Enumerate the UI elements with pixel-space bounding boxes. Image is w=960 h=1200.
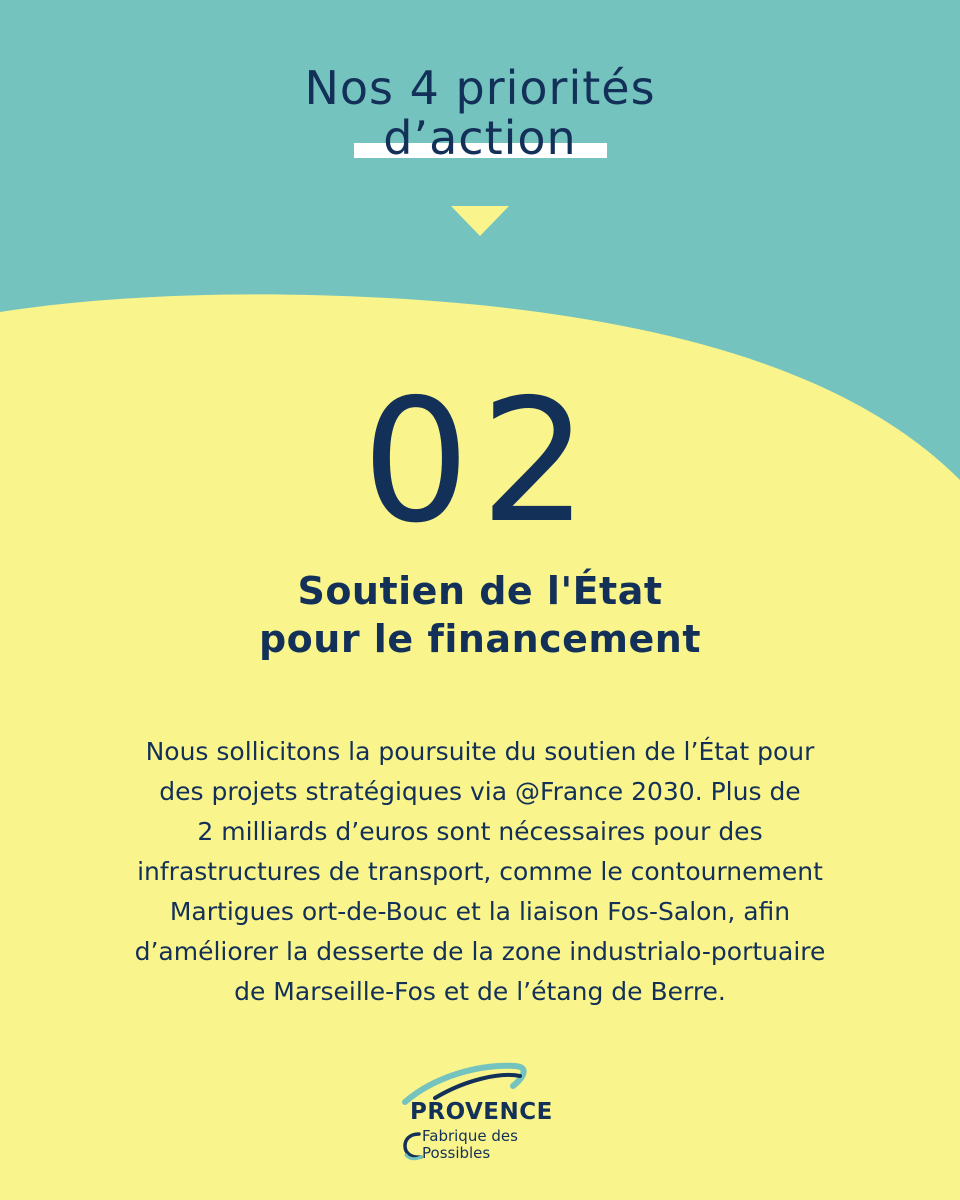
logo-tagline-line-1: Fabrique des [422,1127,518,1145]
triangle-down-icon [451,206,509,236]
description-line: Nous sollicitons la poursuite du soutien de l’État pour [145,737,815,766]
logo-tagline [422,1128,518,1162]
description-line: 2 milliards d’euros sont nécessaires pour des [197,817,763,846]
logo-tagline-line-2: Possibles [422,1144,491,1162]
priority-title-line-2: pour le financement [258,617,702,661]
provence-logo [395,1058,575,1168]
description-line: Martigues ort-de-Bouc et la liaison Fos-Salon, afin [169,897,791,926]
description-line: d’améliorer la desserte de la zone industrialo-portuaire [134,937,826,966]
priority-description [70,732,890,1012]
page-title-line-1: Nos 4 priorités [304,61,656,115]
description-line: de Marseille-Fos et de l’étang de Berre. [234,977,726,1006]
priority-number: 02 [361,363,599,561]
description-line: des projets stratégiques via @France 2030. Plus de [159,777,801,806]
description-line: infrastructures de transport, comme le contournement [137,857,823,886]
priority-title-line-1: Soutien de l'État [297,569,663,613]
page-title-line-2: d’action [383,111,577,165]
logo-wordmark: PROVENCE [410,1099,553,1125]
